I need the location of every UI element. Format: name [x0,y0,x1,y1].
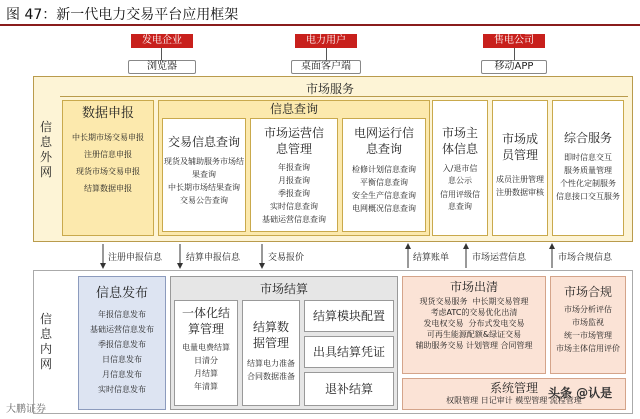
unified-settlement-item: 日清分 [194,356,218,365]
source-watermark: 大鹏证券 [6,404,46,415]
grid-info-panel [342,118,426,232]
clearing-item: 合同管理 [500,341,533,350]
flow-arrows [0,240,640,272]
settle-voucher-label: 出具结算凭证 [312,345,385,359]
data-report-item: 结算数据申报 [84,184,132,193]
settle-data-panel [242,300,300,406]
grid-info-title: 电网运行信息查询 [353,126,414,156]
data-report-item: 注册信息申报 [84,150,132,159]
member-mgmt-item: 注册数据审核 [496,188,544,197]
settle-data-item: 结算电力准备 [247,359,295,368]
unified-settlement-title: 一体化结算管理 [181,306,230,336]
internal-network-label: 信息内网 [39,312,52,371]
ops-info-panel [250,118,338,232]
member-mgmt-item: 成员注册管理 [496,175,544,184]
settle-voucher-box [304,336,394,368]
refund-settlement-label: 退补结算 [324,382,373,396]
grid-info-item: 平衡信息查询 [360,178,408,187]
unified-settlement-item: 月结算 [194,369,218,378]
flow-label: 注册申报信息 [108,253,163,263]
grid-info-item: 电网概况信息查询 [352,204,416,213]
clearing-item: 现货交易服务 [419,297,468,306]
user-retail-company: 售电公司 [483,34,545,48]
settle-config-box [304,300,394,332]
member-mgmt-title: 市场成员管理 [501,132,538,162]
system-mgmt-title: 系统管理 [489,381,538,395]
integrated-service-item: 服务质量管理 [564,166,612,175]
subject-info-title: 市场主体信息 [441,126,478,156]
clearing-item: 辅助服务交易 [415,341,464,350]
clearing-item: 可再生能源配额&绿证交易 [426,330,522,339]
integrated-service-item: 信息接口交互服务 [556,192,620,201]
data-report-item: 现货市场交易申报 [76,167,140,176]
market-settlement-heading: 市场结算 [259,282,308,296]
compliance-item: 统一市场管理 [564,331,612,340]
trade-query-item: 现货及辅助服务市场结果查询 [164,157,244,179]
market-clearing-title: 市场出清 [449,280,498,294]
info-publish-item: 年报信息发布 [98,310,146,319]
title-rule [0,24,640,26]
trade-query-item: 交易公告查询 [180,196,228,205]
info-publish-item: 日信息发布 [102,355,142,364]
user-power-consumer: 电力用户 [295,34,357,48]
grid-info-item: 检修计划信息查询 [352,165,416,174]
info-publish-panel [78,276,166,410]
ops-info-item: 月报查询 [278,176,310,185]
ops-info-item: 年报查询 [278,163,310,172]
data-report-title: 数据申报 [81,106,134,121]
flow-label: 结算申报信息 [186,253,241,263]
connector [514,48,515,60]
ops-info-item: 实时信息查询 [270,202,318,211]
info-publish-item: 季报信息发布 [98,340,146,349]
subject-info-item: 信用评级信息查询 [440,190,480,211]
system-mgmt-items: 权限管理 日记审计 模型管理 流程管理 [446,396,582,405]
market-compliance-title: 市场合规 [563,285,612,299]
divider [60,96,628,97]
info-query-heading: 信息查询 [269,102,318,116]
flow-label: 市场合规信息 [558,253,613,263]
clearing-item: 分布式发电交易 [468,319,525,328]
integrated-service-title: 综合服务 [563,131,612,145]
access-browser: 浏览器 [128,60,196,74]
clearing-item: 发电权交易 [423,319,464,328]
ops-info-item: 季报查询 [278,189,310,198]
grid-info-item: 安全生产信息查询 [352,191,416,200]
flow-label: 结算账单 [413,253,450,263]
trade-query-panel [162,118,246,232]
info-publish-item: 月信息发布 [102,370,142,379]
ops-info-title: 市场运营信息管理 [263,126,324,156]
data-report-item: 中长期市场交易申报 [72,133,144,142]
subject-info-item: 入/退市信息公示 [442,164,478,185]
integrated-service-item: 个性化定制服务 [560,179,616,188]
member-mgmt-panel [492,100,548,236]
info-publish-item: 基础运营信息发布 [90,325,154,334]
info-publish-title: 信息发布 [95,286,148,301]
market-clearing-panel [402,276,546,374]
external-network-label: 信息外网 [39,120,52,179]
settle-data-item: 合同数据准备 [247,372,295,381]
info-publish-item: 实时信息发布 [98,385,146,394]
integrated-service-item: 即时信息交互 [564,153,612,162]
clearing-item: 计划管理 [466,341,498,350]
compliance-item: 市场主体信用评价 [556,344,620,353]
subject-info-panel [432,100,488,236]
toutiao-watermark: 头条 @认是 [548,386,613,400]
data-report-panel [62,100,154,236]
clearing-item: 中长期交易管理 [472,297,529,306]
unified-settlement-item: 年清算 [194,382,218,391]
flow-label: 交易报价 [268,253,305,263]
trade-query-item: 中长期市场结果查询 [168,183,240,192]
figure-title: 图 47：新一代电力交易平台应用框架 [6,7,239,23]
unified-settlement-item: 电量电费结算 [182,343,230,352]
settle-data-title: 结算数据管理 [252,320,289,350]
clearing-item: 考虑ATC的交易优化出清 [430,308,518,317]
ops-info-item: 基础运营信息查询 [262,215,326,224]
user-power-generator: 发电企业 [131,34,193,48]
refund-settlement-box [304,372,394,406]
unified-settlement-panel [174,300,238,406]
connector [326,48,327,60]
access-desktop-client: 桌面客户端 [291,60,361,74]
compliance-item: 市场分析评估 [564,305,612,314]
market-service-heading: 市场服务 [305,82,354,96]
trade-query-title: 交易信息查询 [167,135,240,149]
flow-label: 市场运营信息 [472,253,527,263]
market-compliance-panel [550,276,626,374]
access-mobile-app: 移动APP [481,60,547,74]
settle-config-label: 结算模块配置 [312,309,385,323]
integrated-service-panel [552,100,624,236]
connector [161,48,162,60]
compliance-item: 市场监视 [572,318,604,327]
